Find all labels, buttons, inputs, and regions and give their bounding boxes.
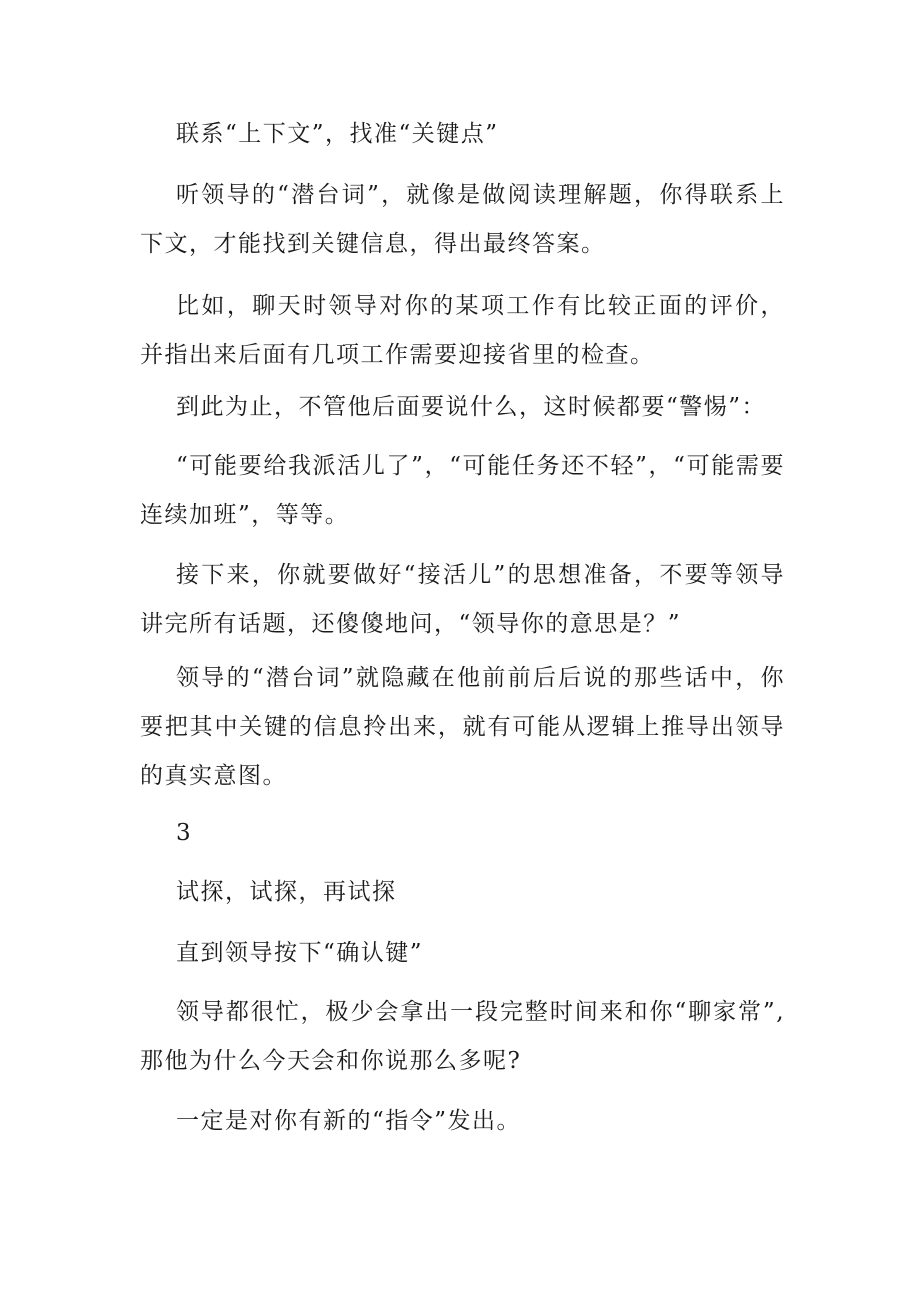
body-paragraph: 一定是对你有新的“指令”发出。: [176, 1108, 522, 1134]
section-heading: 联系“上下文”，找准“关键点”: [176, 121, 499, 147]
body-paragraph: 领导的“潜台词”就隐藏在他前前后后说的那些话中，你要把其中关键的信息拎出来，就有可能从逻辑上推导出领导的真实意图。: [140, 665, 785, 789]
body-paragraph: 到此为止，不管他后面要说什么，这时候都要“警惕”：: [176, 394, 767, 420]
section-subheading: 直到领导按下“确认键”: [176, 940, 424, 966]
section-heading: 试探，试探，再试探: [176, 879, 397, 905]
body-paragraph: 领导都很忙，极少会拿出一段完整时间来和你“聊家常”,那他为什么今天会和你说那么多呢?: [140, 999, 785, 1074]
body-paragraph: 接下来，你就要做好“接活儿”的思想准备，不要等领导讲完所有话题，还傻傻地问，“领导你的意思是？”: [140, 562, 785, 637]
body-paragraph: “可能要给我派活儿了”，“可能任务还不轻”，“可能需要连续加班”，等等。: [140, 453, 785, 528]
body-paragraph: 听领导的“潜台词”，就像是做阅读理解题，你得联系上下文，才能找到关键信息，得出最终答案。: [140, 182, 785, 257]
body-paragraph: 比如，聊天时领导对你的某项工作有比较正面的评价，并指出来后面有几项工作需要迎接省里的检查。: [140, 293, 785, 368]
section-number: 3: [176, 820, 193, 846]
